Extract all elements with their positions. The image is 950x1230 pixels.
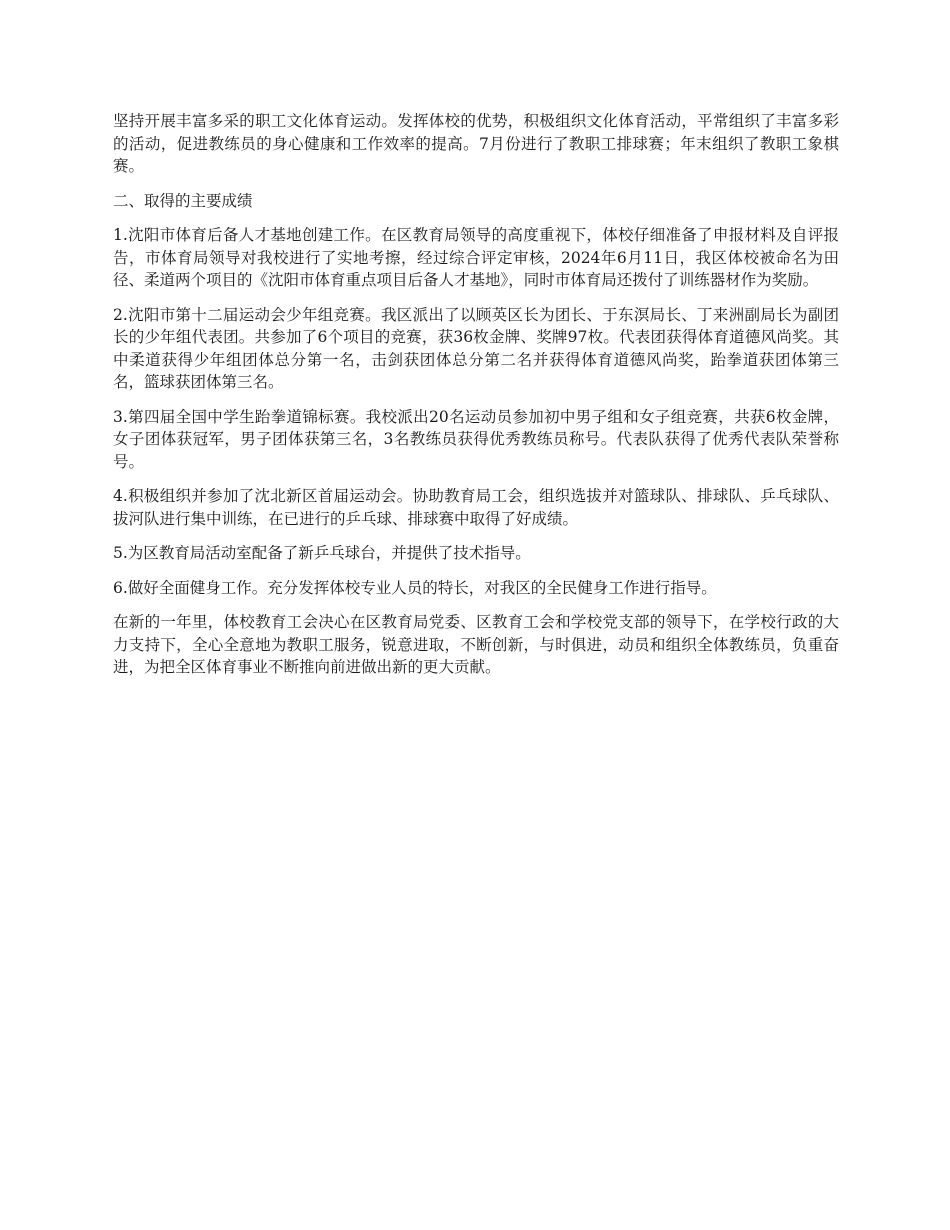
- paragraph-conclusion: 在新的一年里，体校教育工会决心在区教育局党委、区教育工会和学校党支部的领导下，在学校行政的大力支持下，全心全意地为教职工服务，锐意进取，不断创新，与时俱进，动员和组织全体教练员，负重奋进，为把全区体育事业不断推向前进做出新的更大贡献。: [113, 613, 839, 676]
- paragraph-item-2: 2.沈阳市第十二届运动会少年组竞赛。我区派出了以顾英区长为团长、于东溟局长、丁来洲副局长为副团长的少年组代表团。共参加了6个项目的竞赛，获36枚金牌、奖牌97枚。代表团获得体育道德风尚奖。其中柔道获得少年组团体总分第一名，击剑获团体总分第二名并获得体育道德风尚奖，跆拳道获团体第三名，篮球获团体第三名。: [113, 305, 839, 391]
- document-body: [113, 110, 839, 691]
- paragraph-item-5: 5.为区教育局活动室配备了新乒乓球台，并提供了技术指导。: [113, 544, 531, 562]
- section-heading-achievements: 二、取得的主要成绩: [113, 191, 253, 210]
- paragraph-item-1: 1.沈阳市体育后备人才基地创建工作。在区教育局领导的高度重视下，体校仔细准备了申报材料及自评报告，市体育局领导对我校进行了实地考擦，经过综合评定审核，2024年6月11日，我区体校被命名为田径、柔道两个项目的《沈阳市体育重点项目后备人才基地》，同时市体育局还拨付了训练器材作为奖励。: [113, 226, 839, 289]
- paragraph-item-4: 4.积极组织并参加了沈北新区首届运动会。协助教育局工会，组织选拔并对篮球队、排球队、乒乓球队、拔河队进行集中训练，在已进行的乒乓球、排球赛中取得了好成绩。: [113, 487, 839, 528]
- paragraph-item-3: 3.第四届全国中学生跆拳道锦标赛。我校派出20名运动员参加初中男子组和女子组竞赛，共获6枚金牌，女子团体获冠军，男子团体获第三名，3名教练员获得优秀教练员称号。代表队获得了优秀代表队荣誉称号。: [113, 407, 839, 471]
- paragraph-item-6: 6.做好全面健身工作。充分发挥体校专业人员的特长，对我区的全民健身工作进行指导。: [113, 578, 717, 597]
- paragraph-culture-sports: 坚持开展丰富多采的职工文化体育运动。发挥体校的优势，积极组织文化体育活动，平常组织了丰富多彩的活动，促进教练员的身心健康和工作效率的提高。7月份进行了教职工排球赛；年末组织了教职工象棋赛。: [113, 112, 839, 175]
